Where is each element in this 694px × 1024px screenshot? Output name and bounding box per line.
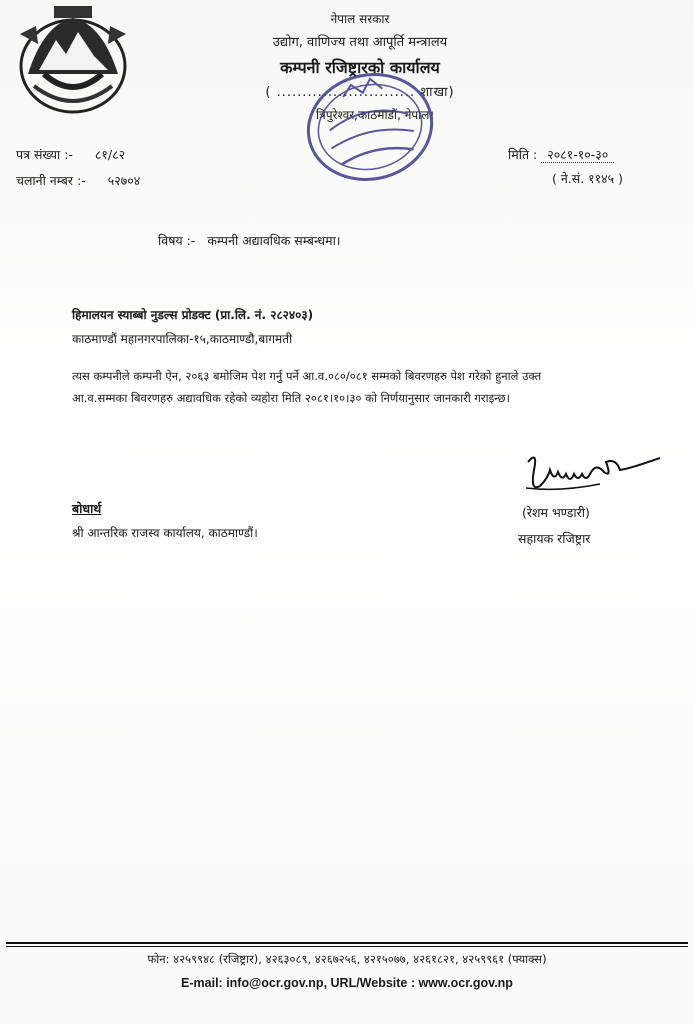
miti-label: मिति :: [508, 147, 538, 162]
body-line-2: आ.व.सम्मका बिवरणहरु अद्यावधिक रहेको व्यहोरा मिति २०८१।१०।३० को निर्णयानुसार जानकारी गराइन्छ।: [72, 391, 510, 405]
patra-value: ८१/८२: [94, 147, 126, 162]
chalani-value: ५२७०४: [107, 173, 141, 188]
patra-sankhya: [16, 146, 125, 163]
subject-text: कम्पनी अद्यावधिक सम्बन्धमा।: [207, 233, 341, 248]
chalani-label: चलानी नम्बर :-: [16, 173, 86, 188]
patra-label: पत्र संख्या :-: [16, 147, 73, 162]
miti-value: २०८१-१०-३०: [541, 147, 614, 163]
footer-phone: फोन: ४२५९९४८ (रजिष्ट्रार), ४२६३०८९, ४२६७२५६, ४२१५०७७, ४२६१८२१, ४२५९९६१ (फ्याक्स): [147, 952, 547, 966]
subject: [158, 232, 341, 249]
footer-divider-thin: [6, 946, 688, 947]
footer-divider: [6, 942, 688, 944]
footer-email-web: E-mail: info@ocr.gov.np, URL/Website : www.ocr.gov.np: [181, 976, 513, 990]
header-ministry: उद्योग, वाणिज्य तथा आपूर्ति मन्त्रालय: [272, 35, 448, 50]
body-line-1: त्यस कम्पनीले कम्पनी ऐन, २०६३ बमोजिम पेश गर्नु पर्ने आ.व.०८०/०८१ सम्मको बिवरणहरु पेश गरेको हुनाले उक्त: [72, 369, 542, 383]
signature-icon: [520, 448, 660, 508]
header-government: नेपाल सरकार: [330, 12, 390, 26]
miti: [508, 146, 614, 163]
header-office: कम्पनी रजिष्ट्रारको कार्यालय: [280, 58, 440, 77]
nepal-emblem-icon: [14, 4, 132, 116]
recipient-address: काठमाण्डौं महानगरपालिका-१५,काठमाण्डौ,बागमती: [72, 332, 293, 346]
recipient-name: हिमालयन स्याब्बो नुडल्स प्रोडक्ट (प्रा.लि. नं. २८२४०३): [72, 308, 314, 322]
cc-line: श्री आन्तरिक राजस्व कार्यालय, काठमाण्डौं।: [72, 526, 258, 540]
subject-label: विषय :-: [158, 233, 196, 248]
official-stamp-icon: [300, 62, 440, 192]
nepal-samvat: ( ने.सं. ११४५ ): [552, 171, 624, 186]
header-address: त्रिपुरेश्वर,काठमाडौं, नेपाल।: [316, 108, 434, 122]
signatory-designation: सहायक रजिष्ट्रार: [518, 531, 591, 546]
signatory-name: (रेशम भण्डारी): [522, 505, 590, 520]
cc-heading: बोधार्थ: [72, 501, 102, 516]
chalani-number: [16, 172, 140, 189]
header-branch: ( ........................... शाखा): [265, 85, 455, 100]
